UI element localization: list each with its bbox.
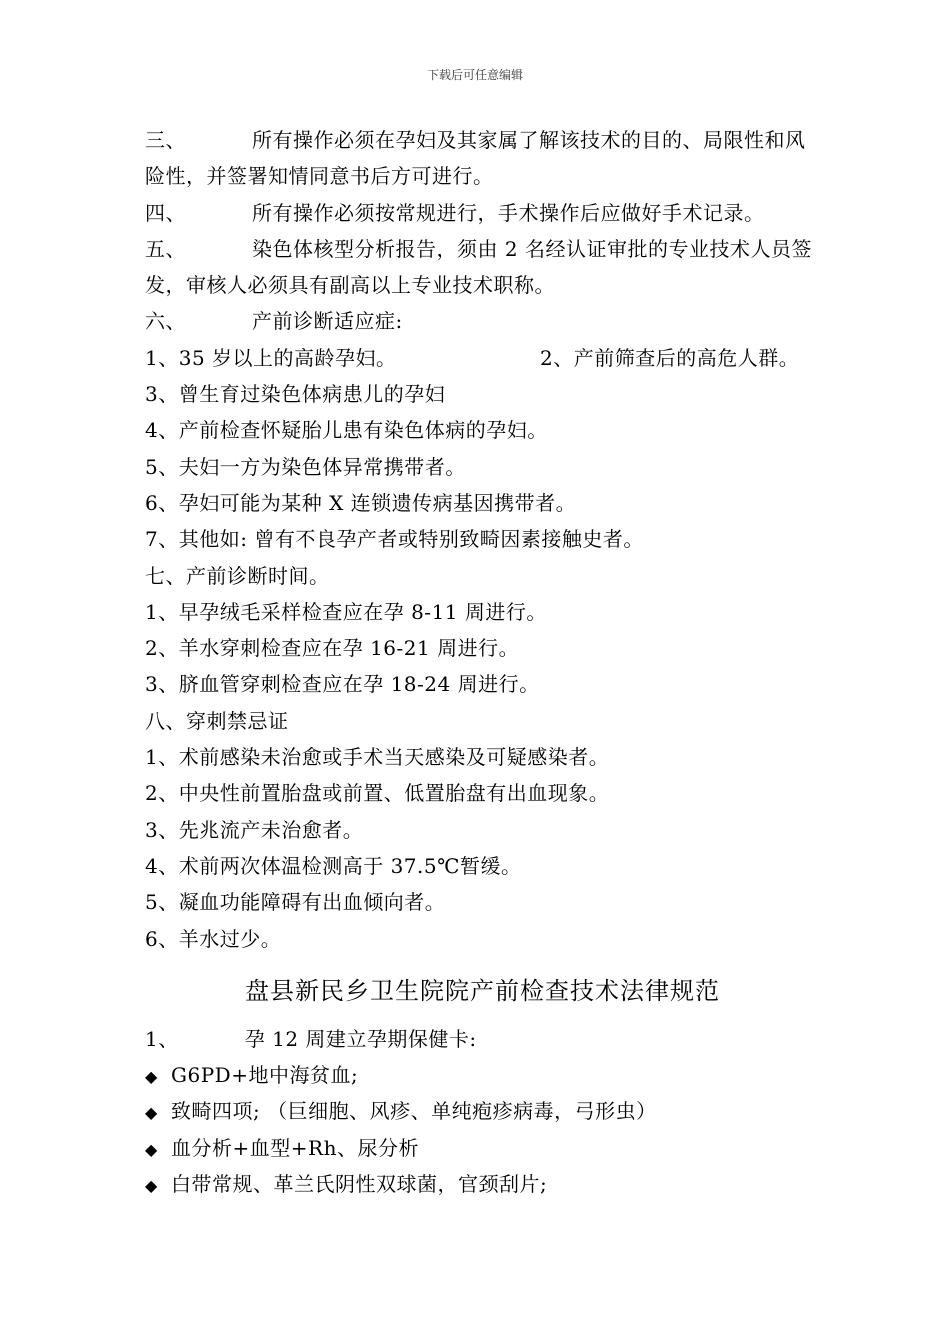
indication-1: 1、35 岁以上的高龄孕妇。 — [145, 345, 397, 370]
document-body — [145, 122, 820, 1202]
timing-1: 1、早孕绒毛采样检查应在孕 8-11 周进行。 — [145, 599, 547, 624]
bullet-item — [145, 1057, 820, 1093]
section-title: 盘县新民乡卫生院院产前检查技术法律规范 — [245, 976, 720, 1005]
contraindication-1: 1、术前感染未治愈或手术当天感染及可疑感染者。 — [145, 745, 610, 770]
contraindications-heading: 八、穿刺禁忌证 — [145, 708, 289, 733]
item-3-number: 三、 — [145, 128, 186, 152]
indication-row-1 — [145, 340, 820, 376]
diamond-bullet-icon: ◆ — [145, 1103, 158, 1123]
timing-3: 3、脐血管穿刺检查应在孕 18-24 周进行。 — [145, 672, 540, 697]
contraindication-6: 6、羊水过少。 — [145, 926, 282, 951]
item-6-text: 产前诊断适应症: — [252, 309, 403, 334]
indication-4: 4、产前检查怀疑胎儿患有染色体病的孕妇。 — [145, 418, 548, 443]
indication-5: 5、夫妇一方为染色体异常携带者。 — [145, 454, 466, 479]
item-6 — [145, 303, 820, 339]
bullet-text: G6PD+地中海贫血; — [171, 1063, 359, 1088]
item-4 — [145, 195, 820, 231]
section2-item-1 — [145, 1021, 820, 1057]
item-5-number: 五、 — [145, 236, 186, 261]
item-6-number: 六、 — [145, 309, 186, 334]
section2-item-1-text: 孕 12 周建立孕期保健卡: — [244, 1026, 477, 1051]
indication-3: 3、曾生育过染色体病患儿的孕妇 — [145, 382, 446, 407]
item-4-number: 四、 — [145, 200, 186, 225]
contraindication-2: 2、中央性前置胎盘或前置、低置胎盘有出血现象。 — [145, 781, 610, 806]
timing-2: 2、羊水穿刺检查应在孕 16-21 周进行。 — [145, 636, 520, 661]
indication-2: 2、产前筛查后的高危人群。 — [540, 345, 800, 370]
section2-item-1-number: 1、 — [145, 1026, 179, 1051]
indication-6: 6、孕妇可能为某种 X 连锁遗传病基因携带者。 — [145, 490, 577, 515]
timing-heading: 七、产前诊断时间。 — [145, 563, 330, 588]
diamond-bullet-icon: ◆ — [145, 1139, 158, 1159]
item-3-text: 所有操作必须在孕妇及其家属了解该技术的目的、局限性和风险性，并签署知情同意书后方可进行。 — [145, 128, 806, 189]
contraindication-5: 5、凝血功能障碍有出血倾向者。 — [145, 890, 446, 915]
item-5 — [145, 231, 820, 304]
item-5-text: 染色体核型分析报告，须由 2 名经认证审批的专业技术人员签发，审核人必须具有副高以上专业技术职称。 — [145, 236, 812, 298]
bullet-item — [145, 1130, 820, 1166]
item-4-text: 所有操作必须按常规进行，手术操作后应做好手术记录。 — [252, 200, 765, 225]
diamond-bullet-icon: ◆ — [145, 1176, 158, 1196]
indication-7: 7、其他如: 曾有不良孕产者或特别致畸因素接触史者。 — [145, 527, 644, 552]
item-3 — [145, 122, 820, 195]
page-header: 下载后可任意编辑 — [426, 68, 523, 82]
bullet-text: 致畸四项; （巨细胞、风疹、单纯疱疹病毒，弓形虫） — [171, 1099, 657, 1124]
diamond-bullet-icon: ◆ — [145, 1067, 158, 1087]
bullet-item — [145, 1166, 820, 1202]
bullet-text: 白带常规、革兰氏阴性双球菌，官颈刮片; — [171, 1172, 548, 1197]
contraindication-4: 4、术前两次体温检测高于 37.5℃暂缓。 — [145, 853, 522, 878]
bullet-text: 血分析+血型+Rh、尿分析 — [171, 1135, 419, 1160]
bullet-item — [145, 1093, 820, 1129]
contraindication-3: 3、先兆流产未治愈者。 — [145, 817, 364, 842]
